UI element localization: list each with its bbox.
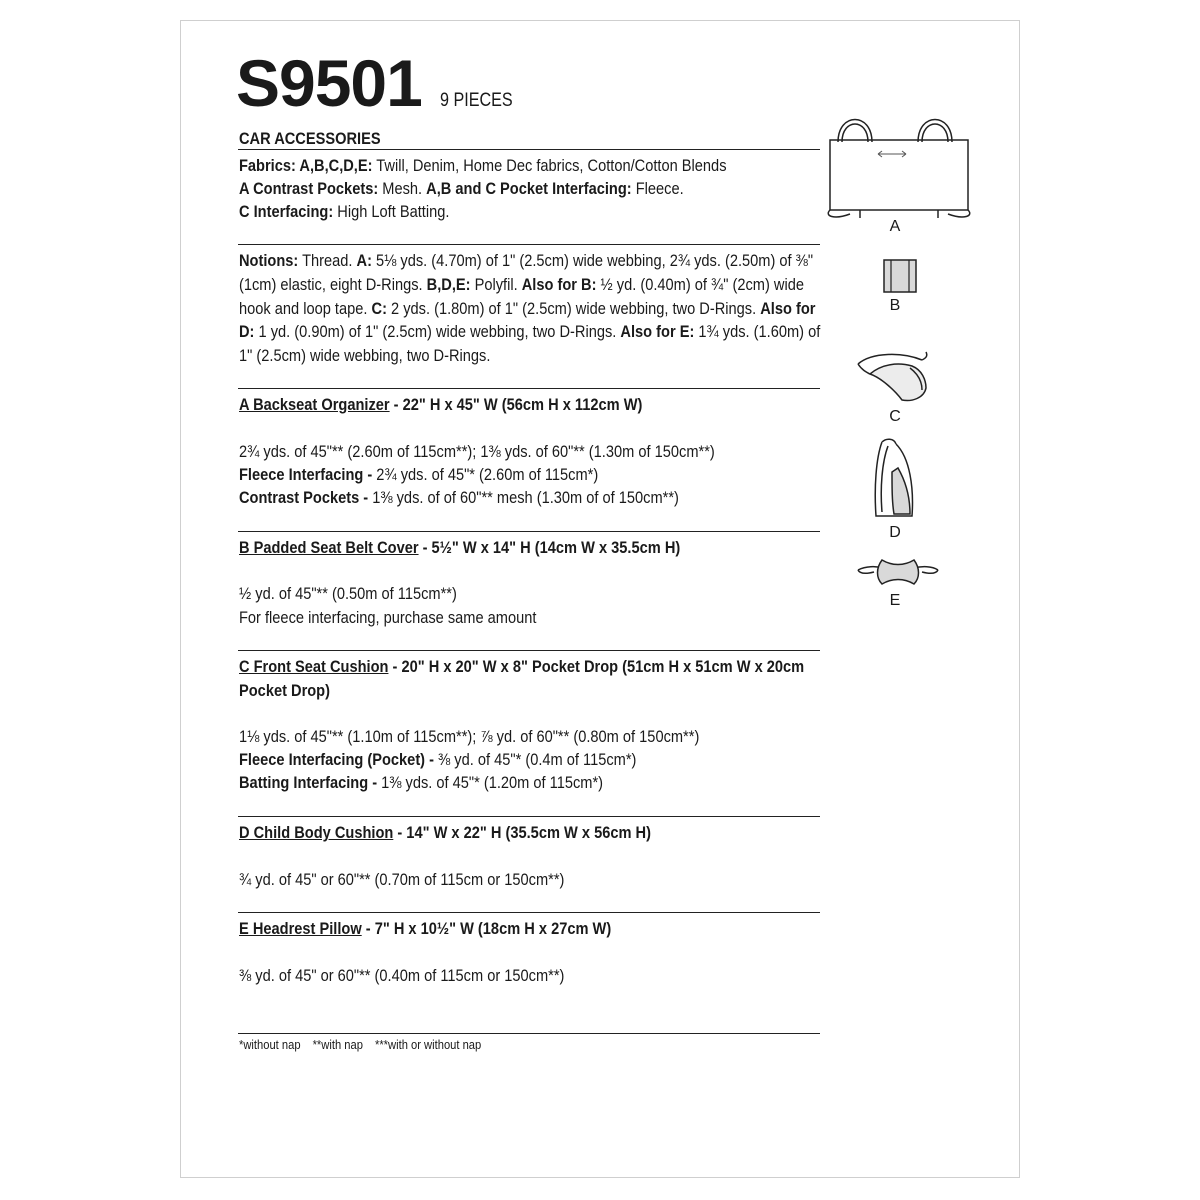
view-c-heading: C Front Seat Cushion - 20" H x 20" W x 8" Pocket Drop (51cm H x 51cm W x 20cm [239,657,805,676]
view-a-heading: A Backseat Organizer - 22" H x 45" W (56cm H x 112cm W) [239,395,643,414]
divider [238,531,820,532]
fabrics-line-1: Fabrics: A,B,C,D,E: Twill, Denim, Home Dec fabrics, Cotton/Cotton Blends [239,156,727,175]
view-c-yardage: 1⅛ yds. of 45"** (1.10m of 115cm**); ⅞ yd. of 60"** (0.80m of 150cm**) [239,727,700,746]
pieces-count: 9 PIECES [440,90,513,111]
divider [238,650,820,651]
divider [238,244,820,245]
view-b-yardage: ½ yd. of 45"** (0.50m of 115cm**) [239,584,457,603]
figure-label-d: D [889,524,901,541]
figure-label-e: E [889,592,901,609]
view-a-pockets: Contrast Pockets - 1⅜ yds. of of 60"** mesh (1.30m of of 150cm**) [239,488,679,507]
divider [238,816,820,817]
fabrics-line-3: C Interfacing: High Loft Batting. [239,202,450,221]
view-a-fleece: Fleece Interfacing - 2¾ yds. of 45"* (2.60m of 115cm*) [239,465,599,484]
divider [238,1033,820,1034]
notions-line-3: hook and loop tape. C: 2 yds. (1.80m) of 1" (2.5cm) wide webbing, two D-Rings. Also for [239,299,816,318]
backseat-organizer-drawing [820,110,980,222]
seat-cushion-drawing [852,348,932,408]
view-e-yardage: ⅜ yd. of 45" or 60"** (0.40m of 115cm or 150cm**) [239,966,565,985]
footnote: *without nap [239,1037,301,1052]
view-c-batting: Batting Interfacing - 1⅜ yds. of 45"* (1.20m of 115cm*) [239,773,604,792]
view-c-heading-cont: Pocket Drop) [239,681,330,700]
view-a-yardage: 2¾ yds. of 45"** (2.60m of 115cm**); 1⅜ yds. of 60"** (1.30m of 150cm**) [239,442,715,461]
notions-line-5: 1" (2.5cm) wide webbing, two D-Rings. [239,346,491,365]
child-body-cushion-drawing [866,438,922,524]
divider [238,912,820,913]
divider [238,149,820,150]
footnote: ***with or without nap [374,1037,482,1052]
view-d-heading: D Child Body Cushion - 14" W x 22" H (35.5cm W x 56cm H) [239,823,651,842]
notions-line-4: D: 1 yd. (0.90m) of 1" (2.5cm) wide webbing, two D-Rings. Also for E: 1¾ yds. (1.60m) of [239,322,821,341]
footnote: **with nap [312,1037,363,1052]
view-e-heading: E Headrest Pillow - 7" H x 10½" W (18cm H x 27cm W) [239,919,612,938]
view-b-heading: B Padded Seat Belt Cover - 5½" W x 14" H (14cm W x 35.5cm H) [239,538,681,557]
headrest-pillow-drawing [856,554,940,590]
figure-label-c: C [889,408,901,425]
category-heading: CAR ACCESSORIES [239,129,381,148]
figure-label-b: B [889,297,901,314]
figure-label-a: A [889,218,901,235]
notions-line-2: (1cm) elastic, eight D-Rings. B,D,E: Polyfil. Also for B: ½ yd. (0.40m) of ¾" (2cm) wide [239,275,804,294]
notions-line-1: Notions: Thread. A: 5⅛ yds. (4.70m) of 1" (2.5cm) wide webbing, 2¾ yds. (2.50m) of ⅜" [239,251,814,270]
fabrics-line-2: A Contrast Pockets: Mesh. A,B and C Pocket Interfacing: Fleece. [239,179,684,198]
view-c-fleece: Fleece Interfacing (Pocket) - ⅜ yd. of 45"* (0.4m of 115cm*) [239,750,637,769]
pattern-code: S9501 [236,46,422,120]
seat-belt-cover-drawing [882,258,918,294]
divider [238,388,820,389]
footnotes [239,1037,493,1052]
view-b-note: For fleece interfacing, purchase same amount [239,608,537,627]
view-d-yardage: ¾ yd. of 45" or 60"** (0.70m of 115cm or 150cm**) [239,870,565,889]
